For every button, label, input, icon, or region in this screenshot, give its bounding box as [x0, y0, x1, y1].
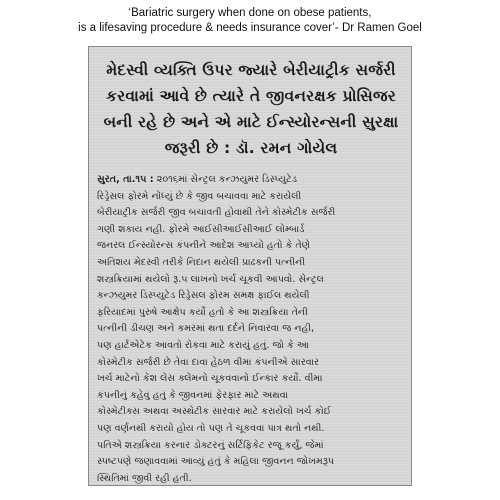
body-line: શસ્ત્રક્રિયામાં થયેલો રૂ.૫ લાખનો ખર્ચ ચૂકવી આપવો. સેન્ટ્રલ [97, 273, 324, 285]
body-line: પત્નીની ડીચણ અને કમરમાં થતા દર્દને નિવારવા જ નહી, [97, 323, 315, 335]
body-line: ખર્ચ માટેનો કેશ લેસ ક્લેમનો ચૂકવવાનો ઈન્કાર કર્યો. વીમા [97, 373, 323, 385]
caption-line-1: ‘Bariatric surgery when done on obese patients, [128, 7, 372, 19]
newspaper-clipping [88, 46, 412, 486]
body-line: અતિશય મેદસ્વી તરીકે નિદાન થયેલી પ્રાઢકની પત્નીની [97, 256, 306, 268]
article-caption [0, 6, 500, 36]
dateline: સુરત, તા.૧૫ : [97, 174, 154, 185]
body-line: ગણી શકાય નહી. ફોરમે આઈસીઆઈસીઆઈ લોમ્બાર્ડ [97, 223, 305, 235]
body-line: રિડ્રેસલ ફોરમે નોંધ્યું છે કે જીવ બચાવવા માટે કરાયેલી [97, 190, 302, 202]
body-line: સ્પષ્ટપણે જણાવવામાં આવ્યું હતું કે મહિલા જીવનન જોખમરૂપ [97, 456, 335, 468]
body-line: પતિએ શસ્ત્રક્રિયા કરનાર ડોક્ટરનું સર્ટિફિકેટ રજૂ કર્યું, જેમાં [97, 439, 324, 451]
headline-line: જરૂરી છે : ડૉ. રમન ગોયેલ [164, 139, 338, 157]
body-line: બેરીયાટ્રીક સર્જરી જીવ બચાવતી હોવાથી તેને કોસ્મેટીક સર્જરી [97, 207, 336, 219]
clipping-body [97, 172, 403, 486]
headline-line: મેદસ્વી વ્યક્તિ ઉપર જ્યારે બેરીયાટ્રીક સર્જરી [106, 61, 396, 79]
headline-line: બની રહે છે અને એ માટે ઈન્સ્યોરન્સની સુરક્ષા [103, 113, 399, 131]
body-line: કંપનીનું કહેવું હતું કે જીવનમાં ફેરફાર માટે અથવા [97, 389, 289, 401]
body-line: કોસ્મેટીક્સ અથવા અસ્થેટીક સારવાર માટે કરાયેલો ખર્ચ કોઈ [97, 406, 332, 418]
clipping-headline [101, 57, 401, 161]
body-line: પણ વર્ણનથી કરાયો હોય તો પણ તે ચૂકવવા પાત્ર થતો નથી. [97, 422, 325, 434]
body-line: સ્થિતિમાં જીવી રહી હતી. [97, 472, 192, 484]
body-line-first [97, 172, 403, 189]
body-line: પણ હાર્ટએટેક આવતો રોકવા માટે કરાયું હતું. જો કે આ [97, 339, 309, 351]
body-line: કન્ઝયુમર ડિસ્પ્યુટેડ રિડ્રેસલ ફોરમ સમક્ષ ફાઈલ થયેલી [97, 290, 310, 302]
caption-line-2: is a lifesaving procedure & needs insurance cover’- Dr Ramen Goel [78, 22, 422, 34]
headline-line: કરવામાં આવે છે ત્યારે તે જીવનરક્ષક પ્રોસિજર [105, 87, 396, 105]
body-line: જનરલ ઈન્સ્યોરન્સ કંપનીને આદેશ આપ્યો હતો કે તેણે [97, 240, 311, 252]
body-line: કોસ્મેટીક સર્જરી છે તેવા દાવા હેઠળ વીમા કંપનીએ સારવાર [97, 356, 319, 368]
body-line: ફરિયાદમાં પુરુષે આક્ષેપ કર્યો હતો કે આ શસ્ત્રક્રિયા તેની [97, 306, 308, 318]
body-line-text: ૨૦૧૬માં સેન્ટ્રલ કન્ઝયુમર ડિસ્પ્યુટેડ [156, 174, 298, 185]
